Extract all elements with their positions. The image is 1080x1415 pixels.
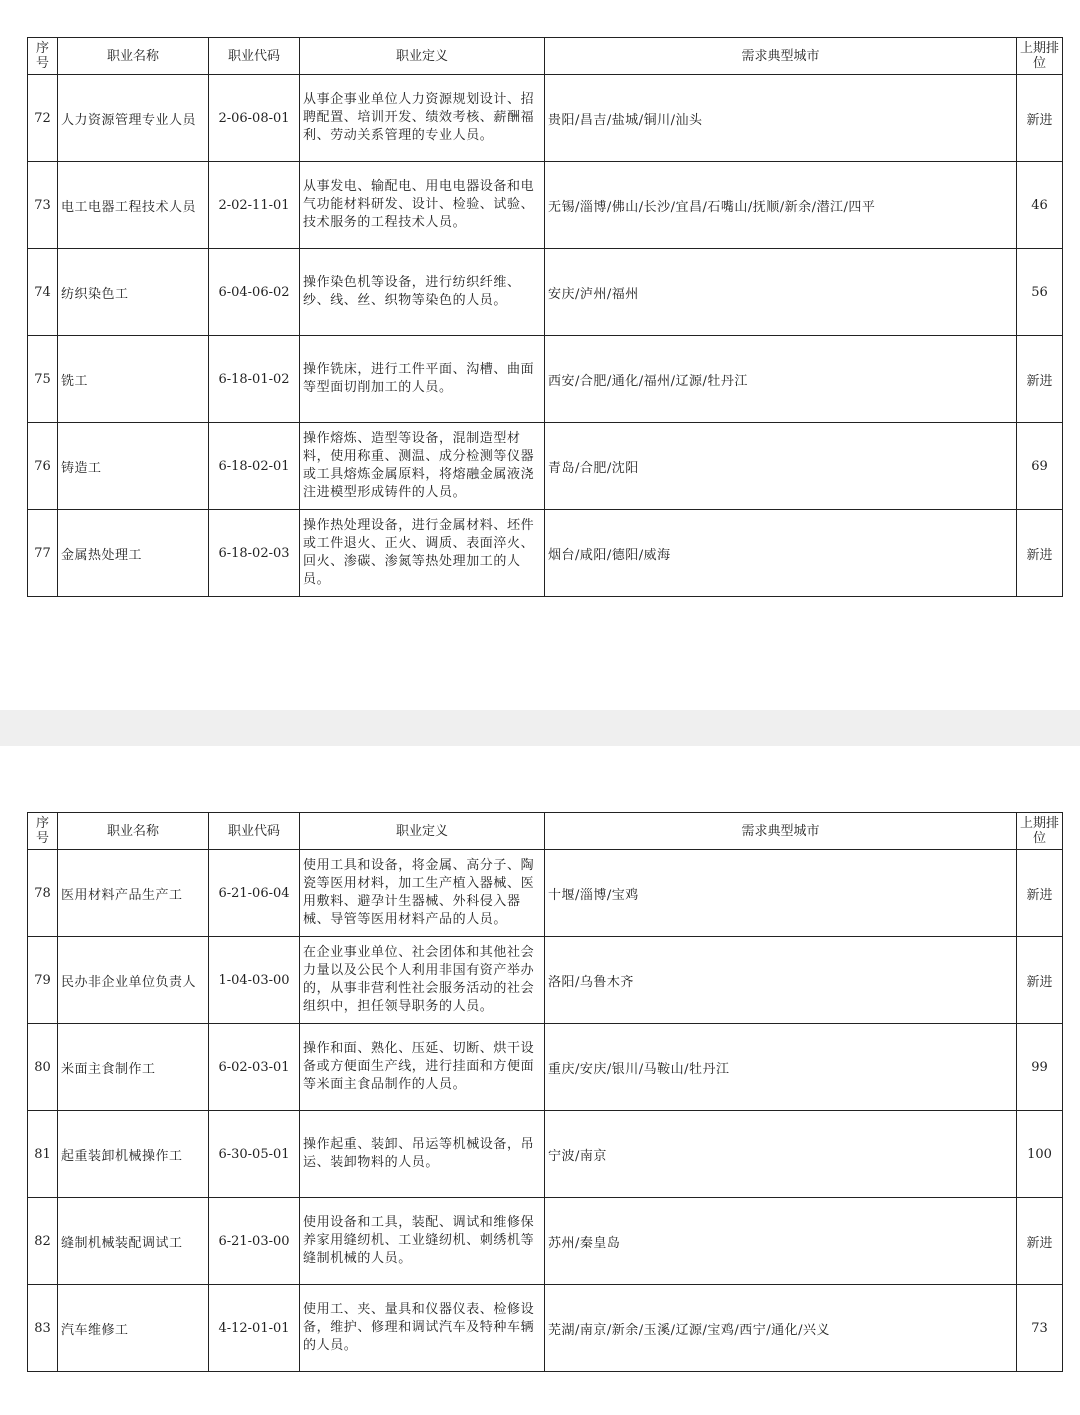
- header-definition: 职业定义: [300, 813, 545, 850]
- cell-name: 铣工: [58, 336, 209, 423]
- cell-name: 纺织染色工: [58, 249, 209, 336]
- cell-cities: 重庆/安庆/银川/马鞍山/牡丹江: [545, 1024, 1017, 1111]
- cell-cities: 苏州/秦皇岛: [545, 1198, 1017, 1285]
- cell-code: 6-18-02-03: [209, 510, 300, 597]
- cell-definition: 操作铣床，进行工件平面、沟槽、曲面等型面切削加工的人员。: [300, 336, 545, 423]
- occupation-table: [27, 37, 1063, 597]
- table-row: [28, 510, 1063, 597]
- cell-cities: 洛阳/乌鲁木齐: [545, 937, 1017, 1024]
- header-prev-rank: 上期排位: [1017, 38, 1063, 75]
- cell-no: 76: [28, 423, 58, 510]
- cell-no: 73: [28, 162, 58, 249]
- cell-name: 起重装卸机械操作工: [58, 1111, 209, 1198]
- header-cities: 需求典型城市: [545, 813, 1017, 850]
- table-row: [28, 1111, 1063, 1198]
- header-cities: 需求典型城市: [545, 38, 1017, 75]
- cell-cities: 无锡/淄博/佛山/长沙/宜昌/石嘴山/抚顺/新余/潜江/四平: [545, 162, 1017, 249]
- cell-cities: 芜湖/南京/新余/玉溪/辽源/宝鸡/西宁/通化/兴义: [545, 1285, 1017, 1372]
- cell-no: 80: [28, 1024, 58, 1111]
- cell-code: 2-06-08-01: [209, 75, 300, 162]
- cell-cities: 贵阳/昌吉/盐城/铜川/汕头: [545, 75, 1017, 162]
- table-row: [28, 162, 1063, 249]
- cell-rank: 新进: [1017, 336, 1063, 423]
- cell-cities: 宁波/南京: [545, 1111, 1017, 1198]
- cell-code: 6-18-02-01: [209, 423, 300, 510]
- cell-name: 电工电器工程技术人员: [58, 162, 209, 249]
- page-2: [0, 746, 1080, 1415]
- cell-no: 72: [28, 75, 58, 162]
- cell-no: 78: [28, 850, 58, 937]
- table-row: [28, 937, 1063, 1024]
- table-row: [28, 423, 1063, 510]
- cell-definition: 从事发电、输配电、用电电器设备和电气功能材料研发、设计、检验、试验、技术服务的工程技术人员。: [300, 162, 545, 249]
- cell-name: 铸造工: [58, 423, 209, 510]
- header-code: 职业代码: [209, 38, 300, 75]
- cell-no: 77: [28, 510, 58, 597]
- cell-rank: 新进: [1017, 937, 1063, 1024]
- cell-code: 6-04-06-02: [209, 249, 300, 336]
- cell-code: 4-12-01-01: [209, 1285, 300, 1372]
- cell-cities: 烟台/咸阳/德阳/威海: [545, 510, 1017, 597]
- cell-definition: 从事企事业单位人力资源规划设计、招聘配置、培训开发、绩效考核、薪酬福利、劳动关系管理的专业人员。: [300, 75, 545, 162]
- cell-rank: 46: [1017, 162, 1063, 249]
- cell-rank: 新进: [1017, 1198, 1063, 1285]
- cell-no: 83: [28, 1285, 58, 1372]
- cell-name: 民办非企业单位负责人: [58, 937, 209, 1024]
- cell-no: 81: [28, 1111, 58, 1198]
- cell-rank: 新进: [1017, 75, 1063, 162]
- cell-name: 米面主食制作工: [58, 1024, 209, 1111]
- cell-rank: 新进: [1017, 510, 1063, 597]
- cell-rank: 56: [1017, 249, 1063, 336]
- cell-name: 人力资源管理专业人员: [58, 75, 209, 162]
- cell-code: 6-21-06-04: [209, 850, 300, 937]
- header-no: [28, 38, 58, 75]
- cell-definition: 操作和面、熟化、压延、切断、烘干设备或方便面生产线，进行挂面和方便面等米面主食品制作的人员。: [300, 1024, 545, 1111]
- header-no-label: 序号: [35, 41, 49, 71]
- table-row: [28, 1198, 1063, 1285]
- header-name: 职业名称: [58, 38, 209, 75]
- cell-rank: 100: [1017, 1111, 1063, 1198]
- table-row: [28, 850, 1063, 937]
- cell-no: 79: [28, 937, 58, 1024]
- cell-definition: 在企业事业单位、社会团体和其他社会力量以及公民个人利用非国有资产举办的，从事非营利性社会服务活动的社会组织中，担任领导职务的人员。: [300, 937, 545, 1024]
- cell-cities: 安庆/泸州/福州: [545, 249, 1017, 336]
- cell-cities: 十堰/淄博/宝鸡: [545, 850, 1017, 937]
- header-prev-rank: 上期排位: [1017, 813, 1063, 850]
- cell-cities: 西安/合肥/通化/福州/辽源/牡丹江: [545, 336, 1017, 423]
- cell-no: 75: [28, 336, 58, 423]
- cell-code: 6-21-03-00: [209, 1198, 300, 1285]
- cell-name: 汽车维修工: [58, 1285, 209, 1372]
- cell-definition: 使用工、夹、量具和仪器仪表、检修设备，维护、修理和调试汽车及特种车辆的人员。: [300, 1285, 545, 1372]
- table-row: [28, 249, 1063, 336]
- cell-rank: 99: [1017, 1024, 1063, 1111]
- table-header-row: [28, 813, 1063, 850]
- cell-code: 6-18-01-02: [209, 336, 300, 423]
- table-row: [28, 336, 1063, 423]
- cell-name: 缝制机械装配调试工: [58, 1198, 209, 1285]
- header-no: 序号: [28, 813, 58, 850]
- cell-rank: 69: [1017, 423, 1063, 510]
- cell-definition: 操作染色机等设备，进行纺织纤维、纱、线、丝、织物等染色的人员。: [300, 249, 545, 336]
- cell-cities: 青岛/合肥/沈阳: [545, 423, 1017, 510]
- cell-code: 1-04-03-00: [209, 937, 300, 1024]
- cell-code: 6-30-05-01: [209, 1111, 300, 1198]
- cell-code: 6-02-03-01: [209, 1024, 300, 1111]
- cell-definition: 操作热处理设备，进行金属材料、坯件或工件退火、正火、调质、表面淬火、回火、渗碳、渗氮等热处理加工的人员。: [300, 510, 545, 597]
- cell-rank: 新进: [1017, 850, 1063, 937]
- cell-name: 医用材料产品生产工: [58, 850, 209, 937]
- header-code: 职业代码: [209, 813, 300, 850]
- cell-definition: 使用工具和设备，将金属、高分子、陶瓷等医用材料，加工生产植入器械、医用敷料、避孕计生器械、外科侵入器械、导管等医用材料产品的人员。: [300, 850, 545, 937]
- table-row: [28, 75, 1063, 162]
- cell-no: 82: [28, 1198, 58, 1285]
- cell-definition: 操作起重、装卸、吊运等机械设备，吊运、装卸物料的人员。: [300, 1111, 545, 1198]
- cell-definition: 使用设备和工具，装配、调试和维修保养家用缝纫机、工业缝纫机、刺绣机等缝制机械的人员。: [300, 1198, 545, 1285]
- table-header-row: [28, 38, 1063, 75]
- occupation-table: [27, 812, 1063, 1372]
- header-definition: 职业定义: [300, 38, 545, 75]
- table-row: [28, 1024, 1063, 1111]
- cell-name: 金属热处理工: [58, 510, 209, 597]
- cell-rank: 73: [1017, 1285, 1063, 1372]
- page-separator: [0, 710, 1080, 746]
- header-name: 职业名称: [58, 813, 209, 850]
- cell-code: 2-02-11-01: [209, 162, 300, 249]
- table-row: [28, 1285, 1063, 1372]
- cell-definition: 操作熔炼、造型等设备，混制造型材料，使用称重、测温、成分检测等仪器或工具熔炼金属原料，将熔融金属液浇注进模型形成铸件的人员。: [300, 423, 545, 510]
- cell-no: 74: [28, 249, 58, 336]
